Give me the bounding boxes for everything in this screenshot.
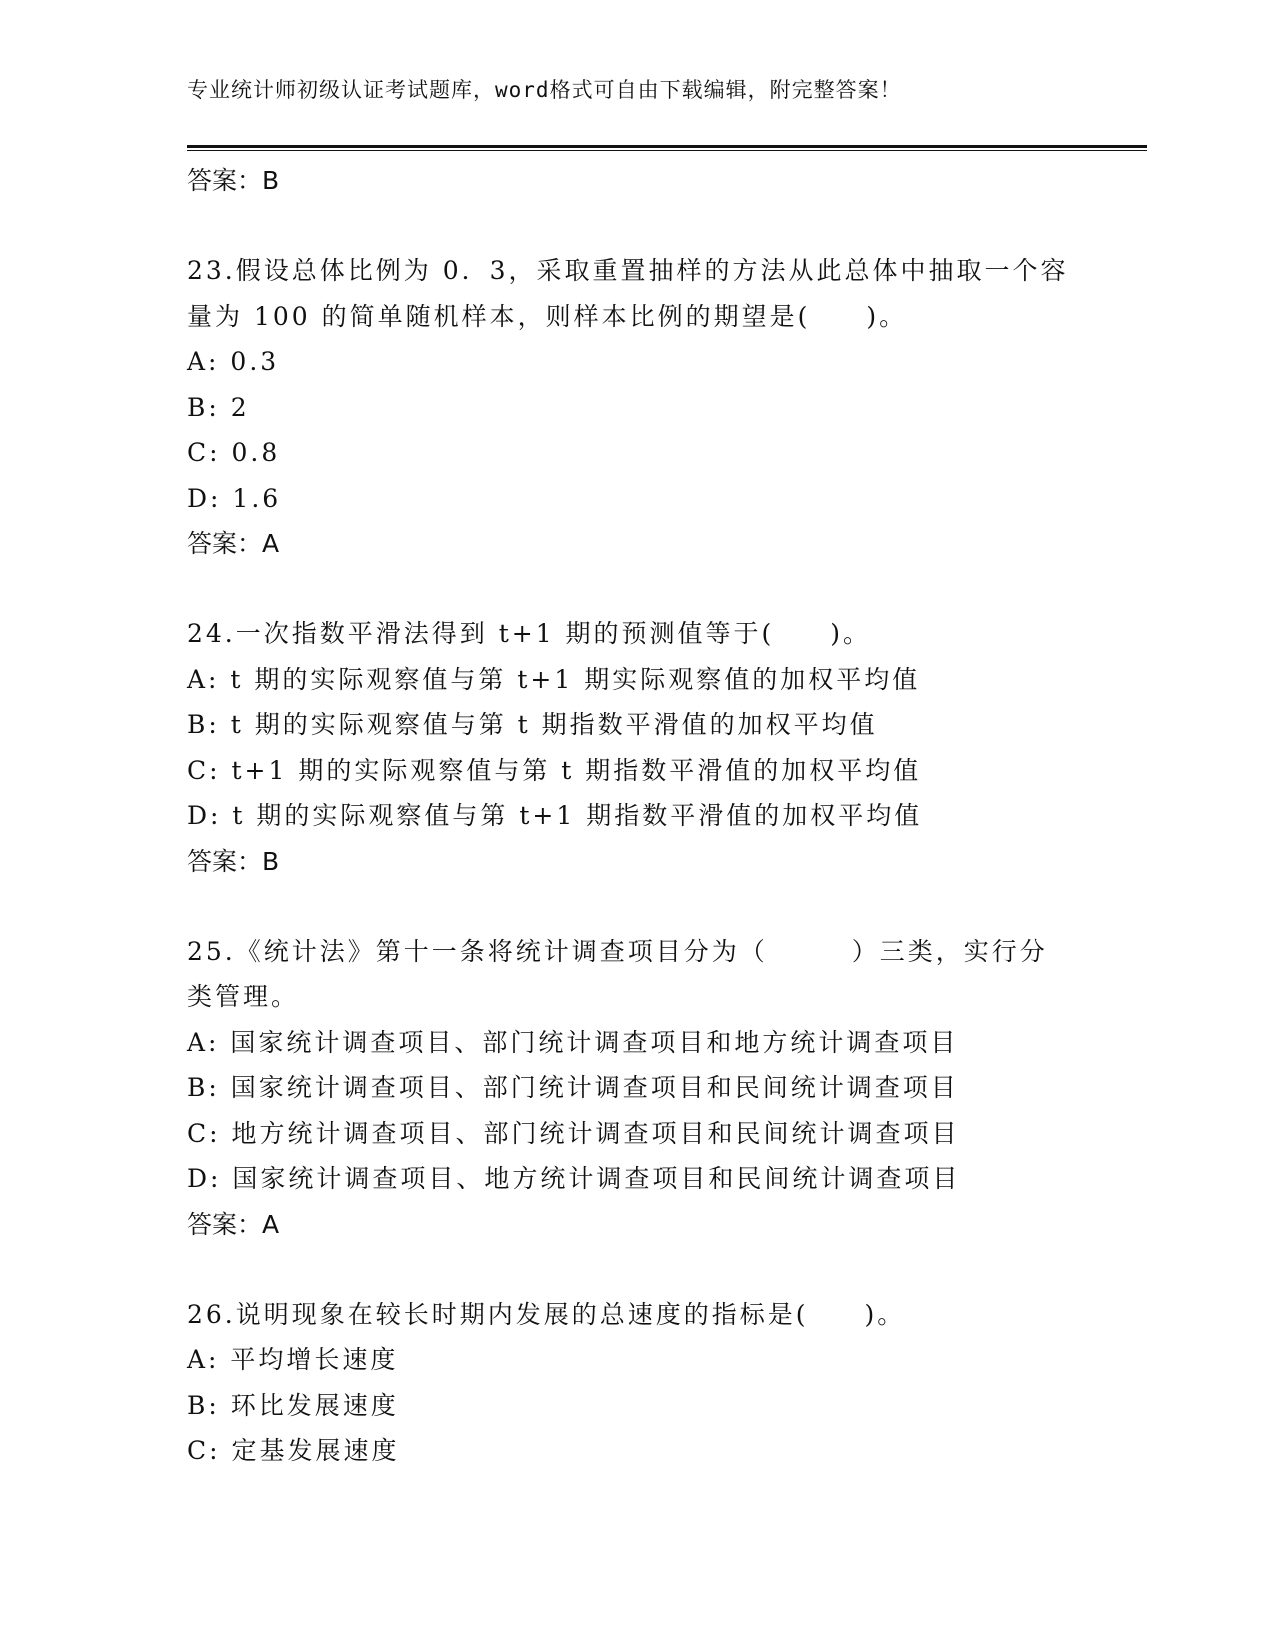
question-text: 24.一次指数平滑法得到 t+1 期的预测值等于( )。	[187, 619, 872, 648]
option-b: B: 国家统计调查项目、部门统计调查项目和民间统计调查项目	[187, 1073, 959, 1102]
question-list	[187, 158, 1087, 1474]
question-23	[187, 248, 1087, 566]
option-a: A: 0.3	[187, 347, 280, 376]
option-d: D: 1.6	[187, 483, 282, 513]
question-25	[187, 929, 1087, 1247]
option-b: B: 2	[187, 392, 250, 422]
option-c: C: 0.8	[187, 438, 281, 467]
header-rule-thick	[187, 145, 1147, 148]
option-a: A: 平均增长速度	[187, 1345, 399, 1374]
question-text: 26.说明现象在较长时期内发展的总速度的指标是( )。	[187, 1299, 906, 1329]
page-header: 专业统计师初级认证考试题库，word格式可自由下载编辑，附完整答案！	[187, 78, 902, 102]
question-text: 23.假设总体比例为 0．3，采取重置抽样的方法从此总体中抽取一个容	[187, 256, 1069, 285]
option-d: D: 国家统计调查项目、地方统计调查项目和民间统计调查项目	[187, 1164, 961, 1193]
question-text: 25.《统计法》第十一条将统计调查项目分为（ ）三类，实行分	[187, 936, 1048, 966]
question-text: 量为 100 的简单随机样本，则样本比例的期望是( )。	[187, 301, 908, 331]
answer-line: 答案：B	[187, 846, 280, 876]
option-b: B: 环比发展速度	[187, 1390, 399, 1420]
option-a: A: t 期的实际观察值与第 t+1 期实际观察值的加权平均值	[187, 664, 921, 694]
answer-line: 答案：B	[187, 166, 280, 195]
answer-line: 答案：A	[187, 1209, 280, 1239]
option-d: D: t 期的实际观察值与第 t+1 期指数平滑值的加权平均值	[187, 801, 923, 830]
option-a: A: 国家统计调查项目、部门统计调查项目和地方统计调查项目	[187, 1027, 959, 1057]
question-text: 类管理。	[187, 982, 300, 1011]
question-26	[187, 1292, 1087, 1474]
option-c: C: 地方统计调查项目、部门统计调查项目和民间统计调查项目	[187, 1118, 960, 1148]
option-c: C: t+1 期的实际观察值与第 t 期指数平滑值的加权平均值	[187, 755, 922, 785]
option-c: C: 定基发展速度	[187, 1436, 400, 1465]
question-24	[187, 611, 1087, 884]
header-rule-thin	[187, 150, 1147, 151]
answer-line: 答案：A	[187, 529, 280, 558]
option-b: B: t 期的实际观察值与第 t 期指数平滑值的加权平均值	[187, 710, 878, 739]
